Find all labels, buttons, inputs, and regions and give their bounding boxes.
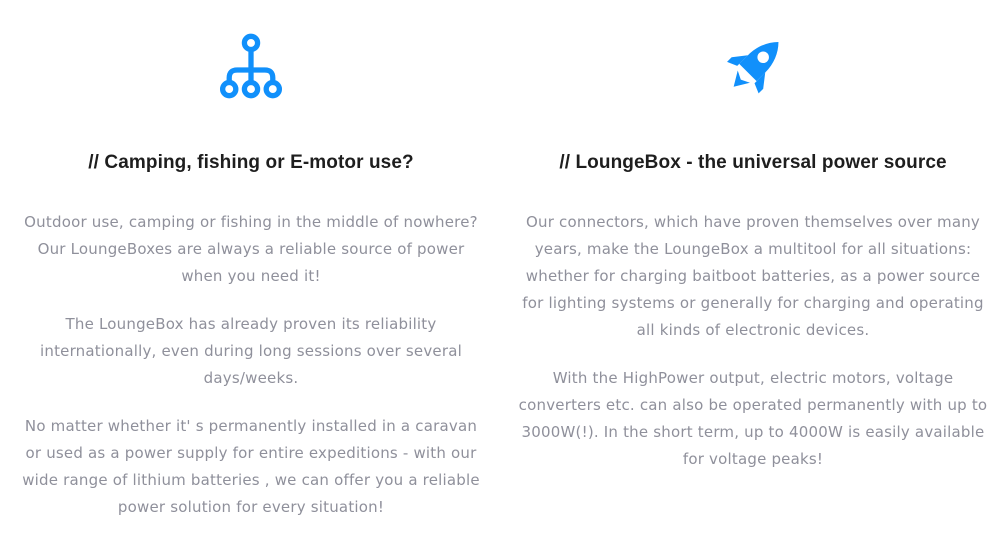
feature-paragraph: No matter whether it' s permanently installed in a caravan or used as a power supply for entire expeditions - with our wide range of lithium batteries , we can offer you a reliable power solution for every situation! xyxy=(22,417,480,516)
feature-paragraph: Outdoor use, camping or fishing in the middle of nowhere? Our LoungeBoxes are always a reliable source of power when you need it! xyxy=(24,213,478,285)
feature-column-loungebox xyxy=(502,0,1004,542)
rocket-icon xyxy=(518,0,988,110)
feature-paragraph: With the HighPower output, electric motors, voltage converters etc. can also be operated permanently with up to 3000W(!). In the short term, up to 4000W is easily available for voltage peaks! xyxy=(518,369,988,468)
sitemap-icon xyxy=(16,0,486,110)
feature-heading-camping: // Camping, fishing or E-motor use? xyxy=(88,152,414,173)
feature-paragraph: Our connectors, which have proven themselves over many years, make the LoungeBox a multitool for all situations: whether for charging baitboot batteries, as a power source for lighting systems or generally for charging and operating all kinds of electronic devices. xyxy=(522,213,984,339)
feature-paragraph: The LoungeBox has already proven its reliability internationally, even during long sessions over several days/weeks. xyxy=(40,315,462,387)
feature-heading-loungebox: // LoungeBox - the universal power source xyxy=(559,152,947,173)
